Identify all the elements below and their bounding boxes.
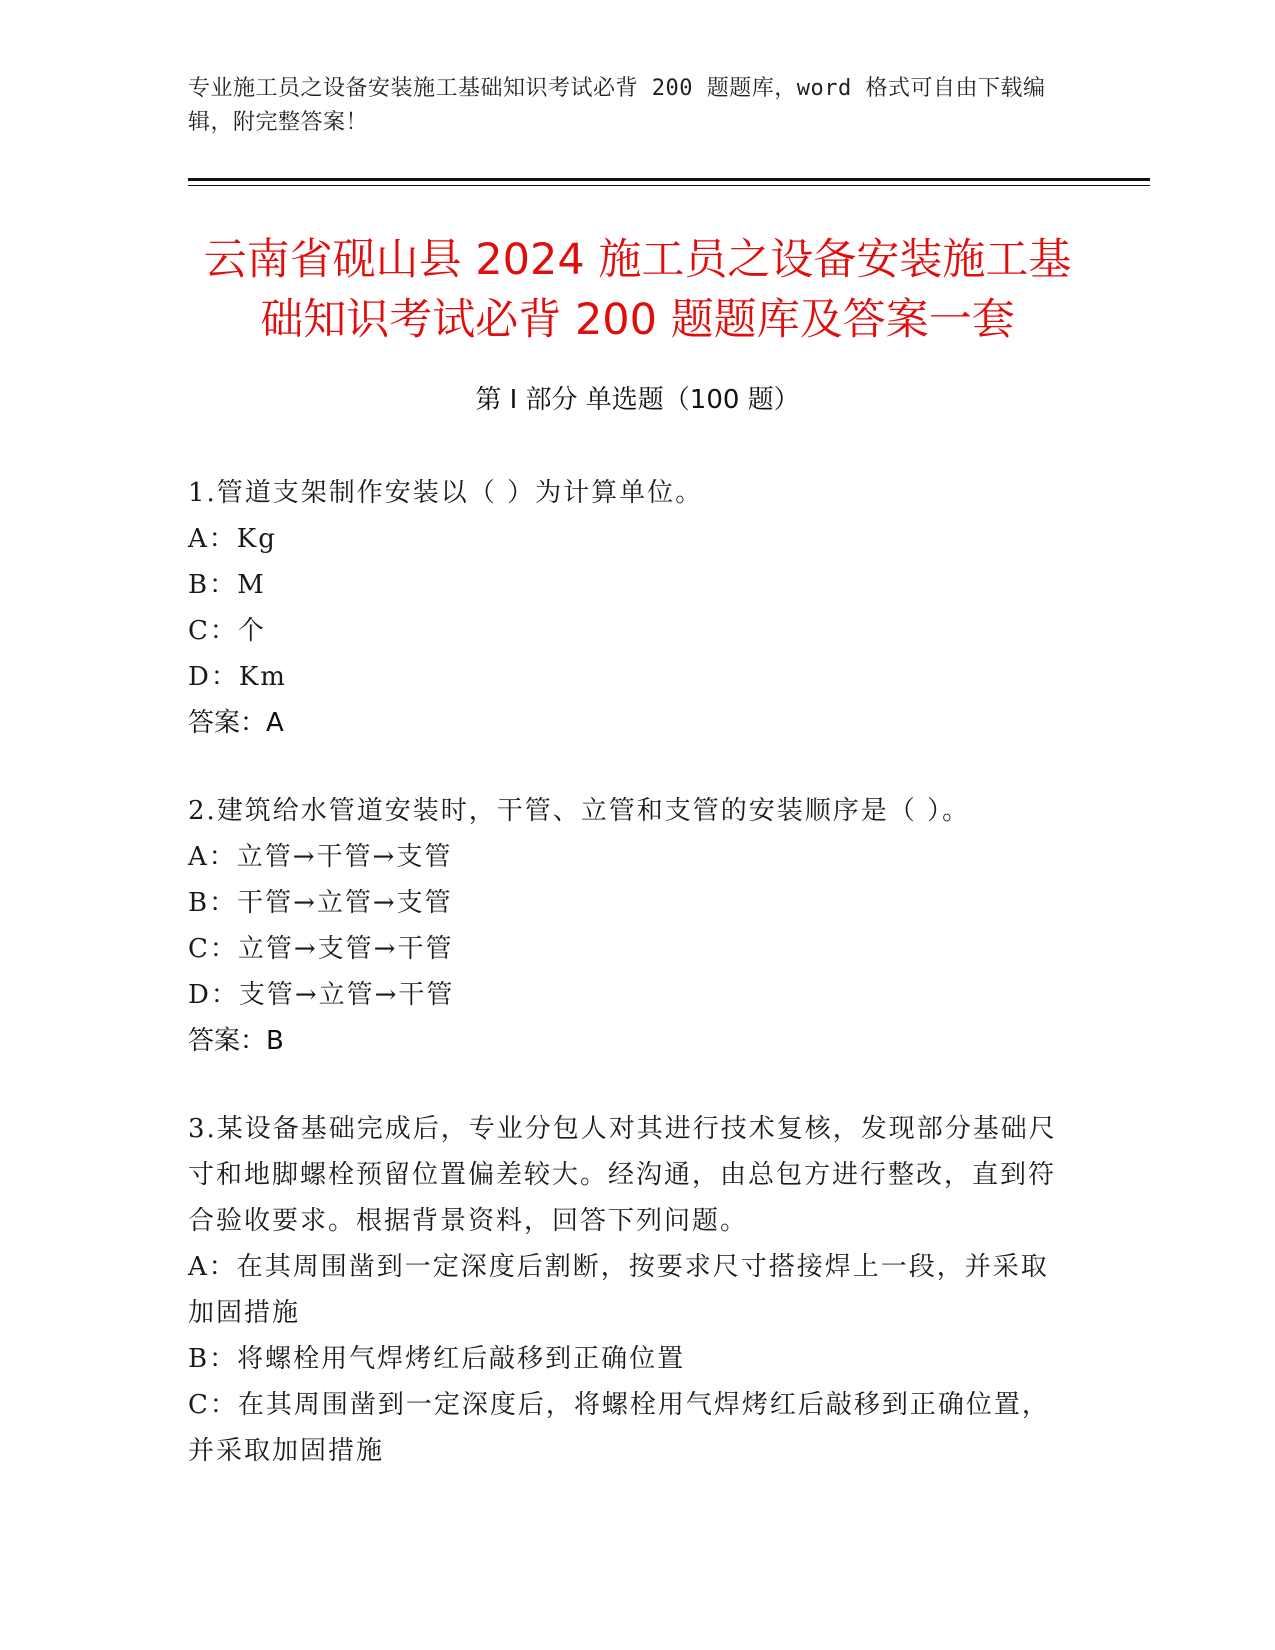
header-divider-thin xyxy=(188,185,1150,186)
option-c: C：个 xyxy=(188,616,266,646)
answer: 答案：B xyxy=(188,1026,284,1056)
option-d: D：支管→立管→干管 xyxy=(188,980,455,1010)
question-stem: 1.管道支架制作安装以（ ）为计算单位。 xyxy=(188,478,704,508)
header-divider-thick xyxy=(188,178,1150,181)
header-note: 专业施工员之设备安装施工基础知识考试必背 200 题题库，word 格式可自由下载编辑，附完整答案！ xyxy=(188,76,1046,135)
option-a: A：Kg xyxy=(188,524,277,554)
option-b: B：干管→立管→支管 xyxy=(188,888,453,918)
question-list xyxy=(188,470,1068,1516)
option-c: C：立管→支管→干管 xyxy=(188,934,454,964)
option-d: D：Km xyxy=(188,662,287,692)
option-b: B：M xyxy=(188,570,266,600)
option-b: B：将螺栓用气焊烤红后敲移到正确位置 xyxy=(188,1344,686,1374)
answer: 答案：A xyxy=(188,708,284,738)
question-2 xyxy=(188,788,1068,1064)
question-1 xyxy=(188,470,1068,746)
option-c: C：在其周围凿到一定深度后，将螺栓用气焊烤红后敲移到正确位置，并采取加固措施 xyxy=(188,1390,1050,1466)
question-stem: 3.某设备基础完成后，专业分包人对其进行技术复核，发现部分基础尺寸和地脚螺栓预留位置偏差较大。经沟通，由总包方进行整改，直到符合验收要求。根据背景资料，回答下列问题。 xyxy=(188,1114,1057,1236)
section-title: 第 I 部分 单选题（100 题） xyxy=(475,385,800,415)
option-a: A：立管→干管→支管 xyxy=(188,842,453,872)
document-title-line-1: 云南省砚山县 2024 施工员之设备安装施工基 xyxy=(203,235,1072,285)
question-3 xyxy=(188,1106,1068,1474)
question-stem: 2.建筑给水管道安装时，干管、立管和支管的安装顺序是（ ）。 xyxy=(188,796,971,826)
document-title xyxy=(150,230,1125,350)
option-a: A：在其周围凿到一定深度后割断，按要求尺寸搭接焊上一段，并采取加固措施 xyxy=(188,1252,1049,1328)
document-title-line-2: 础知识考试必背 200 题题库及答案一套 xyxy=(260,295,1015,345)
